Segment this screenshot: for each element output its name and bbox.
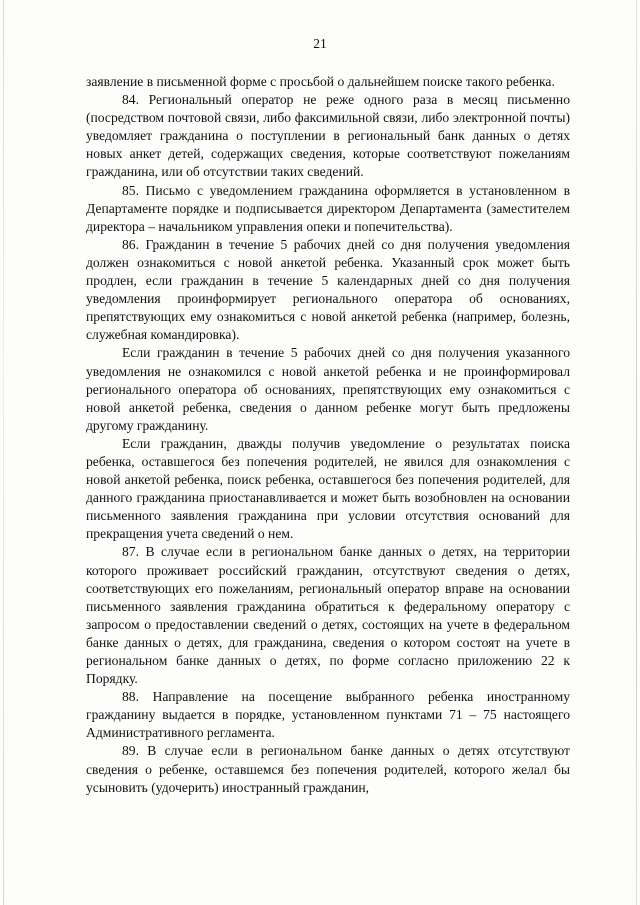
paragraph-87: 87. В случае если в региональном банке данных о детях, на территории которого проживает российский гражданин, отсутствуют сведения о детях, соответствующих его пожеланиям, региональный оператор вправе на основании письменного заявления гражданина обратиться к федеральному оператору с запросом о предоставлении сведений о детях, состоящих на учете в федеральном банке данных о детях, для гражданина, сведения о котором состоят на учете в региональном банке данных о детях, по форме согласно приложению 22 к Порядку. bbox=[86, 544, 570, 687]
paragraph-86: 86. Гражданин в течение 5 рабочих дней со дня получения уведомления должен ознакомиться с новой анкетой ребенка. Указанный срок может быть продлен, если гражданин в течение 5 календарных дней со дня получения уведомления проинформирует регионального оператора об основаниях, препятствующих ему ознакомиться с новой анкетой ребенка (например, болезнь, служебная командировка). bbox=[86, 236, 570, 343]
paragraph-89: 89. В случае если в региональном банке данных о детях отсутствуют сведения о ребенке, оставшемся без попечения родителей, которого желал бы усыновить (удочерить) иностранный гражданин, bbox=[86, 743, 570, 795]
page-number: 21 bbox=[313, 36, 327, 51]
paragraph-84: 84. Региональный оператор не реже одного раза в месяц письменно (посредством почтовой связи, либо факсимильной связи, либо электронной почты) уведомляет гражданина о поступлении в региональный банк данных о детях новых анкет детей, содержащих сведения, которые соответствуют пожеланиям гражданина, или об отсутствии таких сведений. bbox=[86, 92, 570, 180]
document-body bbox=[86, 73, 570, 797]
paragraph-86-sub-1: Если гражданин в течение 5 рабочих дней со дня получения указанного уведомления не ознакомился с новой анкетой ребенка и не проинформировал регионального оператора об основаниях, препятствующих ему ознакомиться с новой анкетой ребенка, сведения о данном ребенке могут быть предложены другому гражданину. bbox=[86, 345, 570, 433]
scan-edge-left bbox=[3, 0, 4, 905]
paragraph-85: 85. Письмо с уведомлением гражданина оформляется в установленном в Департаменте порядке и подписывается директором Департамента (заместителем директора – начальником управления опеки и попечительства). bbox=[86, 182, 570, 234]
paragraph-continuation: заявление в письменной форме с просьбой о дальнейшем поиске такого ребенка. bbox=[86, 74, 555, 89]
paragraph-86-sub-2: Если гражданин, дважды получив уведомление о результатах поиска ребенка, оставшегося без попечения родителей, не явился для ознакомления с новой анкетой ребенка, поиск ребенка, оставшегося без попечения родителей, для данного гражданина приостанавливается и может быть возобновлен на основании письменного заявления гражданина при условии отсутствия оснований для прекращения учета сведений о нем. bbox=[86, 435, 570, 542]
scan-edge-right bbox=[636, 0, 637, 905]
paragraph-88: 88. Направление на посещение выбранного ребенка иностранному гражданину выдается в порядке, установленном пунктами 71 – 75 настоящего Административного регламента. bbox=[86, 689, 570, 741]
